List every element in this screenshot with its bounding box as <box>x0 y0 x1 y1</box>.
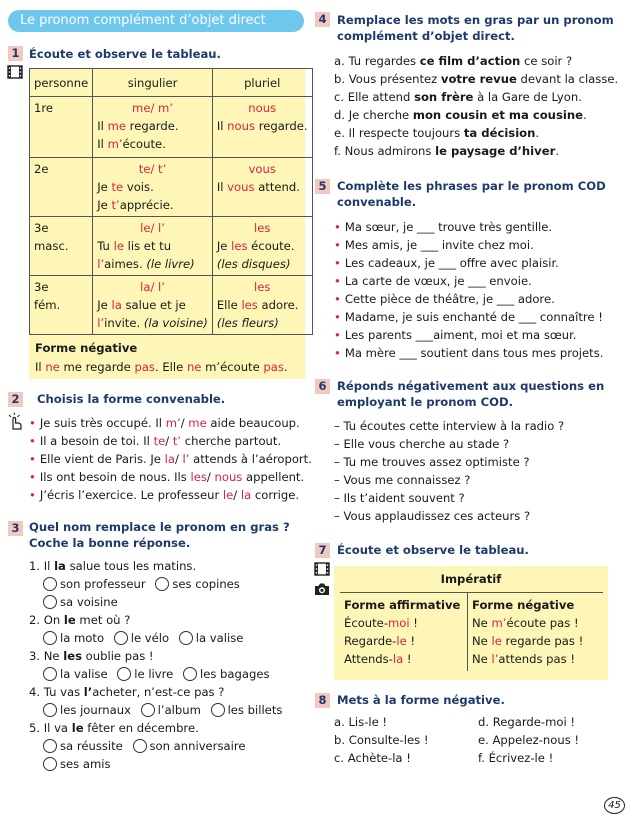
exercise-1-title: Écoute et observe le tableau. <box>29 47 221 61</box>
camera-icon <box>314 582 330 596</box>
list-item: e. Il respecte toujours ta décision. <box>334 126 540 140</box>
table-row <box>30 276 313 335</box>
radio-button[interactable] <box>43 595 57 609</box>
list-item: • Ils ont besoin de nous. Ils les/ nous appellent. <box>29 470 305 484</box>
table-cell: Écoute-moi ! <box>344 616 418 630</box>
list-item: – Vous me connaissez ? <box>334 473 471 487</box>
answer-options: les journaux l’album les billets <box>29 701 309 719</box>
table-row <box>30 97 313 158</box>
plural-cell: les Je les écoute. (les disques) <box>212 217 312 276</box>
list-item: c. Achète-la ! <box>334 751 411 765</box>
radio-button[interactable] <box>183 667 197 681</box>
radio-button[interactable] <box>43 667 57 681</box>
exercise-6-list <box>334 417 626 525</box>
radio-button[interactable] <box>43 631 57 645</box>
list-item: e. Appelez-nous ! <box>478 733 580 747</box>
question-text: 2. On le met où ? <box>29 613 131 627</box>
radio-button[interactable] <box>43 703 57 717</box>
list-item: f. Nous admirons le paysage d’hiver. <box>334 144 559 158</box>
exercise-8-title: Mets à la forme négative. <box>337 693 505 707</box>
affirmative-header: Forme affirmative <box>344 598 461 612</box>
list-item: • Cette pièce de théâtre, je ___ adore. <box>334 292 555 306</box>
table-header-row <box>30 69 313 97</box>
list-item: a. Tu regardes ce film d’action ce soir ? <box>334 54 573 68</box>
radio-button[interactable] <box>114 631 128 645</box>
exercise-number-6: 6 <box>315 379 330 394</box>
exercise-4-list <box>334 52 626 160</box>
plural-cell: les Elle les adore. (les fleurs) <box>212 276 312 335</box>
negative-header: Forme négative <box>472 598 575 612</box>
list-item: • La carte de vœux, je ___ envoie. <box>334 274 532 288</box>
list-item: d. Regarde-moi ! <box>478 715 576 729</box>
table-row <box>30 217 313 276</box>
exercise-number-1: 1 <box>8 46 23 61</box>
grammar-table-box <box>29 68 308 379</box>
list-item: – Tu me trouves assez optimiste ? <box>334 455 530 469</box>
radio-button[interactable] <box>179 631 193 645</box>
answer-options: son professeur ses copines <box>29 575 309 593</box>
table-row <box>30 158 313 217</box>
list-item: • Je suis très occupé. Il m’/ me aide beaucoup. <box>29 416 300 430</box>
person-cell: 2e <box>30 158 93 217</box>
film-icon <box>314 561 330 577</box>
exercise-number-3: 3 <box>8 521 23 536</box>
person-cell: 3e fém. <box>30 276 93 335</box>
exercise-6-title: Réponds négativement aux questions en employant le pronom COD. <box>337 379 605 409</box>
cod-pronoun-table <box>29 68 313 335</box>
list-item: a. Lis-le ! <box>334 715 388 729</box>
exercise-number-8: 8 <box>315 693 330 708</box>
exercise-2-list <box>29 414 312 504</box>
singular-cell: te/ t’ Je te vois. Je t’apprécie. <box>93 158 213 217</box>
question-text: 3. Ne les oublie pas ! <box>29 649 154 663</box>
header-singulier: singulier <box>93 69 213 97</box>
exercise-number-7: 7 <box>315 543 330 558</box>
answer-options: sa voisine <box>29 593 309 611</box>
negative-column <box>468 593 587 671</box>
negative-form-title: Forme négative <box>35 341 138 355</box>
negative-form-block <box>29 335 305 376</box>
plural-cell: vous Il vous attend. <box>212 158 312 217</box>
film-icon <box>7 64 23 80</box>
exercise-3-questions <box>29 557 309 773</box>
radio-button[interactable] <box>141 703 155 717</box>
table-cell: Regarde-le ! <box>344 634 416 648</box>
radio-button[interactable] <box>133 739 147 753</box>
negative-form-example: Il ne me regarde pas. Elle ne m’écoute pas. <box>35 360 288 374</box>
exercise-number-2: 2 <box>8 392 23 407</box>
list-item: – Ils t’aident souvent ? <box>334 491 465 505</box>
singular-cell: me/ m’ Il me regarde. Il m’écoute. <box>93 97 213 158</box>
imperative-table-box <box>334 566 608 680</box>
page-title: Le pronom complément d’objet direct <box>8 10 304 32</box>
table-cell: Ne m’écoute pas ! <box>472 616 579 630</box>
singular-cell: la/ l’ Je la salue et je l’invite. (la voisine) <box>93 276 213 335</box>
pronoun-plural: nous <box>248 101 277 115</box>
table-cell: Attends-la ! <box>344 652 412 666</box>
list-item: f. Écrivez-le ! <box>478 751 554 765</box>
question-text: 1. Il la salue tous les matins. <box>29 559 197 573</box>
list-item: • Ma sœur, je ___ trouve très gentille. <box>334 220 553 234</box>
list-item: • Il a besoin de toi. Il te/ t’ cherche partout. <box>29 434 282 448</box>
list-item: – Vous applaudissez ces acteurs ? <box>334 509 531 523</box>
list-item: • Mes amis, je ___ invite chez moi. <box>334 238 534 252</box>
radio-button[interactable] <box>43 757 57 771</box>
imperative-table <box>340 592 603 671</box>
header-pluriel: pluriel <box>212 69 312 97</box>
radio-button[interactable] <box>43 577 57 591</box>
list-item: • Elle vient de Paris. Je la/ l’ attends à l’aéroport. <box>29 452 312 466</box>
radio-button[interactable] <box>117 667 131 681</box>
exercise-8-left-list <box>334 713 474 767</box>
singular-cell: le/ l’ Tu le lis et tu l’aimes. (le livre) <box>93 217 213 276</box>
pointing-hand-icon <box>6 412 24 432</box>
person-cell: 3e masc. <box>30 217 93 276</box>
list-item: d. Je cherche mon cousin et ma cousine. <box>334 108 587 122</box>
answer-options: la moto le vélo la valise <box>29 629 309 647</box>
answer-options: la valise le livre les bagages <box>29 665 309 683</box>
list-item: – Tu écoutes cette interview à la radio ? <box>334 419 565 433</box>
exercise-3-title: Quel nom remplace le pronom en gras ? Coche la bonne réponse. <box>29 520 290 550</box>
person-label: 1re <box>34 101 54 115</box>
exercise-2-title: Choisis la forme convenable. <box>37 392 226 406</box>
plural-cell: nous Il nous regarde. <box>212 97 312 158</box>
question-text: 5. Il va le fêter en décembre. <box>29 721 199 735</box>
affirmative-column <box>340 593 468 671</box>
imperative-table-title: Impératif <box>440 572 502 586</box>
person-cell <box>30 97 93 158</box>
list-item: – Elle vous cherche au stade ? <box>334 437 510 451</box>
list-item: c. Elle attend son frère à la Gare de Lyon. <box>334 90 582 104</box>
exercise-5-title: Complète les phrases par le pronom COD convenable. <box>337 179 606 209</box>
question-text: 4. Tu vas l’acheter, n’est-ce pas ? <box>29 685 225 699</box>
header-personne: personne <box>30 69 93 97</box>
list-item: b. Consulte-les ! <box>334 733 429 747</box>
page-number: 45 <box>604 797 625 814</box>
exercise-number-5: 5 <box>315 179 330 194</box>
list-item: • J’écris l’exercice. Le professeur le/ la corrige. <box>29 488 300 502</box>
exercise-7-title: Écoute et observe le tableau. <box>337 543 529 557</box>
answer-options: sa réussite son anniversaire <box>29 737 309 755</box>
exercise-5-list <box>334 218 626 362</box>
exercise-4-title: Remplace les mots en gras par un pronom complément d’objet direct. <box>337 13 614 43</box>
list-item: b. Vous présentez votre revue devant la classe. <box>334 72 619 86</box>
radio-button[interactable] <box>211 703 225 717</box>
pronoun-singular: me/ m’ <box>132 101 174 115</box>
radio-button[interactable] <box>43 739 57 753</box>
table-cell: Ne l’attends pas ! <box>472 652 576 666</box>
list-item: • Ma mère ___ soutient dans tous mes projets. <box>334 346 604 360</box>
list-item: • Les cadeaux, je ___ offre avec plaisir. <box>334 256 559 270</box>
exercise-number-4: 4 <box>315 12 330 27</box>
list-item: • Madame, je suis enchanté de ___ connaître ! <box>334 310 603 324</box>
exercise-8-right-list <box>478 713 626 767</box>
answer-options: ses amis <box>29 755 309 773</box>
table-cell: Ne le regarde pas ! <box>472 634 584 648</box>
radio-button[interactable] <box>155 577 169 591</box>
list-item: • Les parents ___aiment, moi et ma sœur. <box>334 328 577 342</box>
